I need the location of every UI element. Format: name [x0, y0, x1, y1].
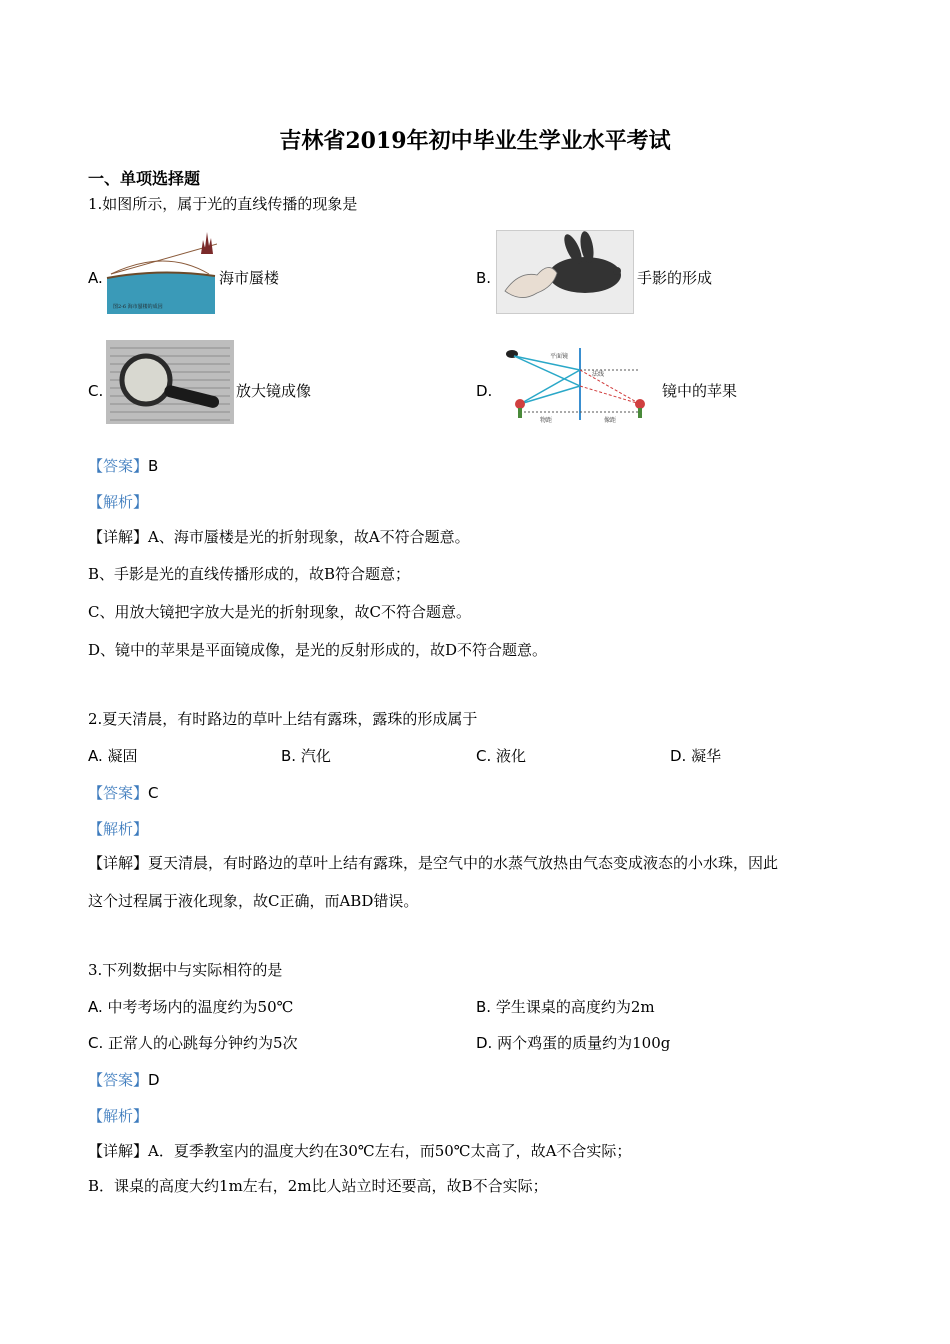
answer-value: D [148, 1071, 160, 1089]
page-title: 吉林省2019年初中毕业生学业水平考试 [279, 128, 671, 154]
q1-detail-line: D、镜中的苹果是平面镜成像，是光的反射形成的，故D不符合题意。 [88, 641, 548, 659]
detail-tag: 【详解】 [88, 1142, 149, 1160]
q1-option-b-caption: 手影的形成 [637, 269, 713, 287]
answer-tag: 【答案】 [88, 784, 149, 802]
q3-detail-line [88, 1140, 631, 1161]
q2-option-d: D. 凝华 [670, 747, 722, 765]
mirror-diagram [500, 346, 660, 426]
q1-option-a-letter: A. [88, 269, 103, 287]
q1-detail-line: B、手影是光的直线传播形成的，故B符合题意； [88, 565, 411, 583]
q3-detail-line: B．课桌的高度大约1m左右，2m比人站立时还要高，故B不合实际； [88, 1177, 548, 1195]
detail-tag: 【详解】 [88, 528, 149, 546]
object-distance-label: 物距 [540, 417, 553, 424]
q2-detail-line: 这个过程属于液化现象，故C正确，而ABD错误。 [88, 892, 419, 910]
q1-option-b-letter: B. [476, 269, 492, 287]
question-3-stem: 3.下列数据中与实际相符的是 [88, 961, 283, 979]
q1-detail-line: C、用放大镜把字放大是光的折射现象，故C不符合题意。 [88, 603, 471, 621]
mirage-figure [105, 230, 217, 314]
image-distance-label: 像距 [604, 417, 617, 424]
q2-detail-line [88, 852, 778, 873]
question-2-stem: 2.夏天清晨，有时路边的草叶上结有露珠，露珠的形成属于 [88, 710, 478, 728]
detail-tag: 【详解】 [88, 854, 149, 872]
q1-answer-line [88, 455, 158, 476]
analysis-tag: 【解析】 [88, 820, 149, 838]
analysis-tag: 【解析】 [88, 493, 149, 511]
answer-value: C [148, 784, 159, 802]
q1-option-c-caption: 放大镜成像 [236, 382, 312, 400]
q2-option-c: C. 液化 [476, 747, 527, 765]
q1-option-a-caption: 海市蜃楼 [219, 269, 280, 287]
normal-label: 法线 [592, 371, 605, 378]
q1-detail-line [88, 526, 470, 547]
q3-answer-line [88, 1069, 160, 1090]
q1-option-d-letter: D. [476, 382, 493, 400]
hand-shadow-figure [496, 230, 634, 314]
answer-value: B [148, 457, 159, 475]
detail-text: A．夏季教室内的温度大约在30℃左右，而50℃太高了，故A不合实际； [148, 1142, 632, 1160]
q3-option-c: C. 正常人的心跳每分钟约为5次 [88, 1034, 298, 1052]
q1-option-c-letter: C. [88, 382, 104, 400]
answer-tag: 【答案】 [88, 1071, 149, 1089]
q3-option-b: B. 学生课桌的高度约为2m [476, 998, 655, 1016]
q2-option-b: B. 汽化 [281, 747, 331, 765]
q3-option-a: A. 中考考场内的温度约为50℃ [88, 998, 294, 1016]
analysis-tag: 【解析】 [88, 1107, 149, 1125]
mirror-label: 平面镜 [550, 353, 569, 360]
q2-answer-line [88, 782, 159, 803]
q2-option-a: A. 凝固 [88, 747, 138, 765]
detail-text: 夏天清晨，有时路边的草叶上结有露珠，是空气中的水蒸气放热由气态变成液态的小水珠，因此 [148, 854, 779, 872]
question-1-stem: 1.如图所示，属于光的直线传播的现象是 [88, 195, 358, 213]
section-heading: 一、单项选择题 [88, 169, 201, 188]
q1-option-d-caption: 镜中的苹果 [662, 382, 738, 400]
q3-option-d: D. 两个鸡蛋的质量约为100g [476, 1034, 671, 1052]
detail-text: A、海市蜃楼是光的折射现象，故A不符合题意。 [148, 528, 470, 546]
answer-tag: 【答案】 [88, 457, 149, 475]
magnifier-figure [106, 340, 234, 424]
mirage-figure-caption: 图2-6 海市蜃楼的成因 [113, 304, 163, 310]
